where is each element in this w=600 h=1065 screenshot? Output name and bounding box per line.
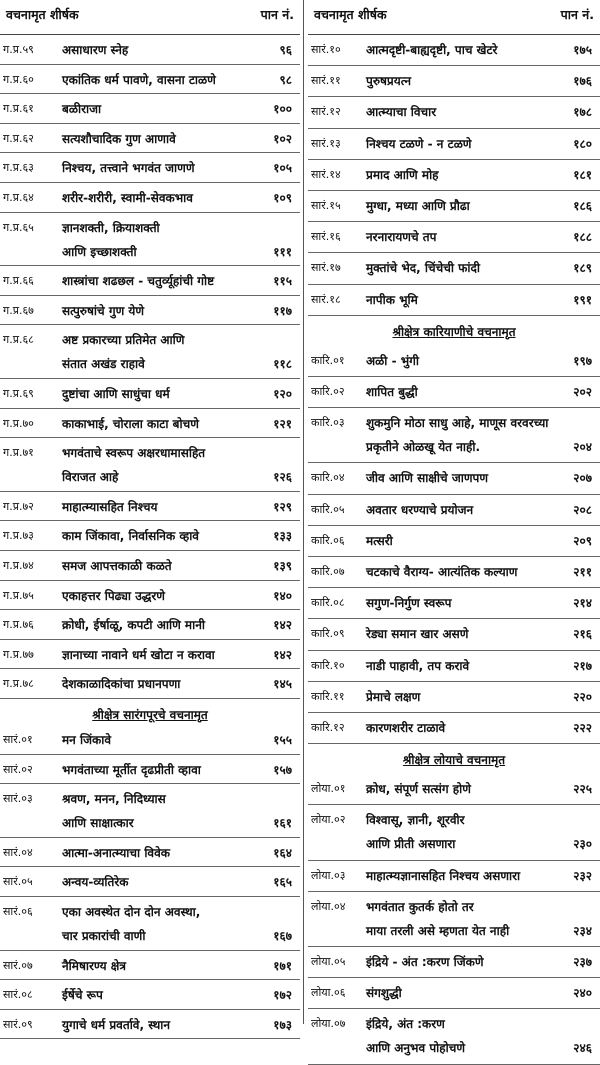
entry-page-number: १०२ — [273, 131, 292, 146]
toc-entry — [0, 408, 300, 439]
entry-code: सारं.११ — [311, 74, 341, 88]
toc-entry — [0, 783, 300, 838]
toc-entry — [308, 891, 600, 947]
entry-page-number: १६७ — [273, 929, 292, 943]
entry-title: श्रवण, मनन, निदिध्यास — [62, 792, 166, 807]
toc-entry — [0, 182, 300, 213]
entry-page-number: १९७ — [573, 353, 592, 368]
entry-page-number: १७३ — [273, 1017, 292, 1032]
entry-title: दुष्टांचा आणि साधुंचा धर्म — [62, 387, 170, 401]
toc-entry — [308, 221, 600, 253]
entry-code: सारं.०२ — [3, 762, 33, 776]
entry-page-number: २४० — [573, 986, 592, 1001]
toc-entry — [308, 773, 600, 805]
toc-entry — [308, 618, 600, 650]
toc-entry — [0, 324, 300, 379]
entry-title: क्रोध, संपूर्ण सत्संग होणे — [366, 782, 471, 797]
entry-page-number: २१६ — [573, 627, 592, 642]
entry-code: ग.प्र.६६ — [3, 274, 34, 288]
entry-title: देशकाळादिकांचा प्रधानपणा — [62, 677, 181, 692]
entry-code: ग.प्र.६४ — [3, 191, 34, 204]
entry-page-number: २१४ — [573, 596, 592, 611]
entry-code: सारं.१२ — [311, 105, 341, 119]
entry-title: युगाचे धर्म प्रवर्तावे, स्थान — [62, 1017, 171, 1032]
entry-title: सगुण-निर्गुण स्वरूप — [366, 596, 452, 611]
toc-entry — [308, 804, 600, 860]
entry-code: लोया.०४ — [311, 899, 346, 913]
entry-code: लोया.०५ — [311, 955, 346, 968]
entry-title: एकांतिक धर्म पावणे, वासना टाळणे — [62, 72, 216, 87]
toc-entry — [308, 556, 600, 588]
entry-title: शास्त्रांचा शढछल - चतुर्व्यूहांची गोष्ट — [62, 274, 215, 289]
entry-code: ग.प्र.६७ — [3, 303, 34, 317]
entry-code: लोया.०७ — [311, 1017, 346, 1031]
entry-page-number: १२० — [273, 387, 292, 401]
toc-entry — [308, 65, 600, 97]
entry-code: लोया.०३ — [311, 868, 346, 882]
entry-page-number: १०९ — [273, 191, 292, 205]
section-heading-text: श्रीक्षेत्र सारंगपूरचे वचनामृत — [92, 708, 208, 722]
entry-title: आत्म्याचा विचार — [366, 105, 437, 120]
page-number-label: पान नं. — [260, 7, 294, 22]
toc-entry — [308, 190, 600, 222]
entry-page-number: १८० — [573, 136, 592, 151]
entry-page-number: २२५ — [573, 782, 592, 797]
entry-title: नरनारायणचे तप — [366, 230, 437, 245]
entry-title: ईर्षेचे रूप — [62, 988, 103, 1003]
entry-page-number: १२९ — [273, 499, 292, 514]
entry-title: प्रमाद आणि मोह — [366, 167, 439, 182]
entry-title: इंद्रिये, अंत :करण — [366, 1017, 445, 1032]
entry-page-number: २३७ — [573, 955, 592, 969]
entry-page-number: २०७ — [573, 471, 592, 486]
toc-entry — [308, 462, 600, 494]
entry-code: सारं.०३ — [3, 792, 33, 806]
toc-entry — [308, 159, 600, 191]
entry-page-number: १३३ — [273, 529, 292, 544]
entry-title: एकाहत्तर पिढ्या उद्धरणे — [62, 588, 165, 603]
toc-entry — [308, 587, 600, 619]
entry-title: जीव आणि साक्षीचे जाणपण — [366, 471, 488, 486]
entry-page-number: १३९ — [273, 559, 292, 573]
entry-title: भगवंताचे स्वरूप अक्षरधामासहित — [62, 446, 206, 461]
entry-code: ग.प्र.६२ — [3, 131, 34, 145]
entry-code: कारि.०८ — [311, 596, 345, 610]
toc-entry — [308, 284, 600, 316]
entry-title: आणि इच्छाशक्ती — [62, 244, 137, 259]
entry-code: कारि.०२ — [311, 385, 345, 398]
column-divider — [303, 0, 304, 1024]
entry-title: अष्ट प्रकारच्या प्रतिमेत आणि — [62, 333, 185, 348]
entry-page-number: १७५ — [573, 43, 592, 57]
entry-title: एका अवस्थेत दोन दोन अवस्था, — [62, 905, 201, 919]
entry-code: ग.प्र.६९ — [3, 387, 34, 400]
entry-code: ग.प्र.६५ — [3, 220, 34, 234]
entry-code: कारि.०९ — [311, 627, 345, 641]
entry-page-number: १८९ — [573, 261, 592, 276]
entry-title: समज आपत्तकाळी कळते — [62, 559, 172, 573]
entry-code: सारं.०४ — [3, 845, 33, 859]
entry-title: मुक्तांचे भेद, चिंचेची फांदी — [366, 261, 480, 276]
toc-entry — [0, 265, 300, 296]
entry-code: कारि.१० — [311, 658, 345, 672]
entry-title: आणि साक्षात्कार — [62, 816, 134, 831]
entry-code: कारि.०७ — [311, 565, 345, 578]
entry-title: शरीर-शरीरी, स्वामी-सेवकभाव — [62, 191, 193, 205]
entry-title: आत्मा-अनात्म्याचा विवेक — [62, 845, 170, 860]
entry-title: आत्मदृष्टी-बाह्यदृष्टी, पाच खेटरे — [366, 43, 498, 57]
entry-page-number: १८१ — [573, 167, 592, 182]
entry-code: कारि.०३ — [311, 416, 345, 430]
entry-code: ग.प्र.६३ — [3, 161, 34, 175]
toc-entry — [0, 64, 300, 95]
entry-title: निश्चय टळणे - न टळणे — [366, 136, 472, 151]
entry-title: चटकाचे वैराग्य- आत्यंतिक कल्याण — [366, 565, 518, 579]
entry-title: शुकमुनि मोठा साधु आहे, माणूस वरवरच्या — [366, 416, 549, 431]
entry-page-number: ११७ — [273, 303, 292, 318]
entry-page-number: ९८ — [279, 72, 292, 87]
toc-entry — [0, 1009, 300, 1040]
entry-page-number: १६४ — [273, 845, 292, 860]
entry-page-number: १६१ — [273, 816, 292, 831]
entry-page-number: २३२ — [573, 868, 592, 883]
entry-title: मुग्धा, मध्या आणि प्रौढा — [366, 199, 470, 213]
entry-code: लोया.०१ — [311, 782, 346, 796]
entry-code: ग.प्र.७३ — [3, 529, 34, 543]
entry-title: माहात्म्यासहित निश्चय — [62, 499, 158, 514]
entry-code: ग.प्र.७५ — [3, 588, 34, 602]
entry-title: काम जिंकावा, निर्वासनिक व्हावे — [62, 529, 199, 544]
entry-title: सत्यशौचादिक गुण आणावे — [62, 131, 176, 146]
entry-page-number: १०५ — [273, 161, 292, 176]
entry-title: पुरुषप्रयत्न — [366, 74, 412, 89]
column-title: वचनामृत शीर्षक — [314, 7, 387, 22]
toc-entry — [0, 979, 300, 1010]
toc-entry — [308, 34, 600, 66]
toc-entry — [0, 837, 300, 868]
entry-title: मत्सरी — [366, 533, 393, 548]
entry-title: क्रोधी, ईर्षाळू, कपटी आणि मानी — [62, 618, 205, 633]
entry-code: ग.प्र.६१ — [3, 102, 34, 116]
entry-page-number: २४६ — [573, 1041, 592, 1056]
entry-code: कारि.०६ — [311, 533, 345, 547]
entry-code: सारं.१८ — [311, 292, 341, 306]
toc-entry — [0, 724, 300, 755]
entry-page-number: २३० — [573, 837, 592, 852]
entry-code: कारि.११ — [311, 689, 345, 703]
toc-entry — [0, 123, 300, 154]
toc-entry — [0, 668, 300, 699]
entry-title: बळीराजा — [62, 102, 102, 117]
entry-page-number: १२६ — [273, 470, 292, 485]
entry-page-number: २०४ — [573, 440, 592, 455]
entry-page-number: १८८ — [573, 230, 592, 245]
toc-entry — [308, 977, 600, 1009]
entry-code: ग.प्र.७८ — [3, 677, 34, 691]
entry-code: ग.प्र.७१ — [3, 446, 34, 460]
entry-code: कारि.१२ — [311, 721, 345, 734]
entry-code: ग.प्र.६८ — [3, 333, 34, 347]
page-number-label: पान नं. — [560, 7, 594, 22]
toc-entry — [0, 34, 300, 65]
entry-code: ग.प्र.७६ — [3, 618, 34, 632]
toc-entry — [0, 550, 300, 581]
toc-entry — [308, 376, 600, 408]
entry-code: ग.प्र.५९ — [3, 43, 34, 56]
entry-title: नैमिषारण्य क्षेत्र — [62, 958, 126, 973]
right-column — [308, 0, 600, 1056]
toc-entry — [308, 345, 600, 377]
toc-entry — [0, 93, 300, 124]
entry-code: सारं.१७ — [311, 261, 341, 275]
entry-title: माया तरली असे म्हणता येत नाही — [366, 923, 510, 938]
entry-page-number: ११८ — [273, 357, 292, 372]
entry-page-number: २०९ — [573, 533, 592, 548]
entry-code: कारि.०१ — [311, 353, 345, 367]
toc-entry — [0, 609, 300, 640]
entry-code: सारं.१३ — [311, 136, 341, 150]
toc-entry — [0, 295, 300, 326]
entry-title: आणि अनुभव पोहोचणे — [366, 1041, 466, 1056]
toc-entry — [308, 860, 600, 892]
entry-title: अन्वय-व्यतिरेक — [62, 875, 129, 890]
entry-page-number: १७१ — [273, 958, 292, 973]
entry-page-number: १११ — [273, 244, 292, 259]
toc-entry — [308, 946, 600, 978]
entry-page-number: १७२ — [273, 988, 292, 1003]
entry-title: ज्ञानाच्या नावाने धर्म खोटा न करावा — [62, 647, 215, 662]
entry-page-number: १५७ — [273, 762, 292, 777]
toc-entry — [308, 407, 600, 463]
entry-code: सारं.१४ — [311, 167, 341, 181]
entry-title: संतात अखंड राहावे — [62, 357, 145, 372]
entry-code: सारं.०५ — [3, 875, 33, 889]
entry-code: ग.प्र.६० — [3, 72, 34, 86]
toc-entry — [308, 525, 600, 557]
toc-entry — [0, 491, 300, 522]
toc-entry — [0, 754, 300, 785]
entry-title: विश्वासू, ज्ञानी, शूरवीर — [366, 813, 465, 828]
entry-page-number: १४२ — [273, 618, 292, 633]
toc-entry — [308, 681, 600, 713]
entry-page-number: १९१ — [573, 292, 592, 307]
entry-page-number: १२१ — [273, 416, 292, 431]
entry-code: सारं.१६ — [311, 230, 341, 244]
toc-entry — [0, 212, 300, 267]
toc-entry — [308, 494, 600, 526]
entry-title: भगवंतात कुतर्क होतो तर — [366, 899, 474, 914]
toc-entry — [308, 1008, 600, 1064]
entry-page-number: १४२ — [273, 647, 292, 662]
entry-code: ग.प्र.७० — [3, 416, 34, 430]
entry-code: सारं.१५ — [311, 199, 341, 212]
column-header — [308, 0, 600, 35]
entry-title: संगशुद्धी — [366, 986, 402, 1001]
entry-title: भगवंताच्या मूर्तीत दृढप्रीती व्हावा — [62, 762, 201, 777]
entry-code: सारं.०७ — [3, 958, 33, 972]
left-column — [0, 0, 300, 1032]
entry-title: रेड्या समान खार असणे — [366, 627, 469, 642]
entry-title: चार प्रकारांची वाणी — [62, 929, 146, 943]
entry-page-number: २३४ — [573, 923, 592, 938]
entry-title: निश्चय, तत्त्वाने भगवंत जाणणे — [62, 161, 195, 176]
entry-page-number: १७८ — [573, 105, 592, 120]
entry-title: नापीक भूमि — [366, 292, 418, 307]
entry-code: लोया.०६ — [311, 986, 346, 1000]
entry-title: माहात्म्यज्ञानासहित निश्चय असणारा — [366, 868, 521, 883]
section-heading-text: श्रीक्षेत्र लोयाचे वचनामृत — [402, 753, 506, 768]
toc-entry — [308, 712, 600, 744]
entry-title: काकाभाई, चोराला काटा बोचणे — [62, 416, 199, 431]
entry-code: सारं.१० — [311, 43, 341, 56]
entry-title: कारणशरीर टाळावे — [366, 721, 446, 735]
entry-title: नाडी पाहावी, तप करावे — [366, 658, 470, 673]
entry-title: प्रकृतीने ओळखू येत नाही. — [366, 440, 481, 455]
entry-title: इंद्रिये - अंत :करण जिंकणे — [366, 955, 484, 969]
toc-entry — [0, 639, 300, 670]
entry-title: ज्ञानशक्ती, क्रियाशक्ती — [62, 220, 160, 235]
toc-entry — [0, 152, 300, 183]
entry-title: सत्पुरुषांचे गुण येणे — [62, 303, 145, 318]
entry-code: सारं.०९ — [3, 1017, 33, 1031]
entry-title: अळी - भुंगी — [366, 353, 420, 368]
toc-entry — [308, 128, 600, 160]
column-header — [0, 0, 300, 35]
toc-entry — [0, 437, 300, 492]
entry-code: लोया.०२ — [311, 813, 346, 827]
toc-entry — [0, 950, 300, 981]
toc-entry — [0, 866, 300, 897]
entry-page-number: १४५ — [273, 677, 292, 692]
entry-code: कारि.०५ — [311, 502, 345, 516]
entry-code: सारं.०८ — [3, 988, 33, 1002]
toc-entry — [0, 520, 300, 551]
toc-entry — [0, 896, 300, 951]
entry-title: असाधारण स्नेह — [62, 43, 129, 57]
entry-page-number: २१७ — [573, 658, 592, 673]
entry-page-number: ९६ — [279, 43, 292, 57]
entry-title: शापित बुद्धी — [366, 385, 418, 399]
entry-code: कारि.०४ — [311, 471, 345, 485]
entry-page-number: १४० — [273, 588, 292, 603]
toc-entry — [308, 650, 600, 682]
entry-code: सारं.०१ — [3, 733, 33, 746]
entry-page-number: २११ — [573, 565, 592, 579]
entry-page-number: २०८ — [573, 502, 592, 517]
entry-title: विराजत आहे — [62, 470, 119, 485]
entry-page-number: १८६ — [573, 199, 592, 213]
toc-entry — [308, 96, 600, 128]
entry-page-number: १६५ — [273, 875, 292, 890]
toc-entry — [0, 580, 300, 611]
column-title: वचनामृत शीर्षक — [6, 7, 79, 22]
toc-entry — [0, 378, 300, 409]
toc-entry — [308, 252, 600, 284]
entry-code: सारं.०६ — [3, 905, 33, 918]
entry-page-number: २२० — [573, 689, 592, 704]
entry-code: ग.प्र.७४ — [3, 559, 34, 572]
entry-code: ग.प्र.७२ — [3, 499, 34, 513]
entry-page-number: १७६ — [573, 74, 592, 89]
entry-page-number: २०२ — [573, 385, 592, 399]
entry-page-number: ११५ — [273, 274, 292, 289]
entry-title: प्रेमाचे लक्षण — [366, 689, 421, 704]
section-heading-text: श्रीक्षेत्र कारियाणीचे वचनामृत — [392, 324, 516, 339]
entry-page-number: २२२ — [573, 721, 592, 735]
entry-title: आणि प्रीती असणारा — [366, 837, 456, 852]
entry-title: मन जिंकावे — [62, 733, 112, 747]
entry-page-number: १५५ — [273, 733, 292, 747]
entry-code: ग.प्र.७७ — [3, 647, 34, 661]
entry-title: अवतार धरण्याचे प्रयोजन — [366, 502, 474, 517]
entry-page-number: १०० — [273, 102, 292, 117]
